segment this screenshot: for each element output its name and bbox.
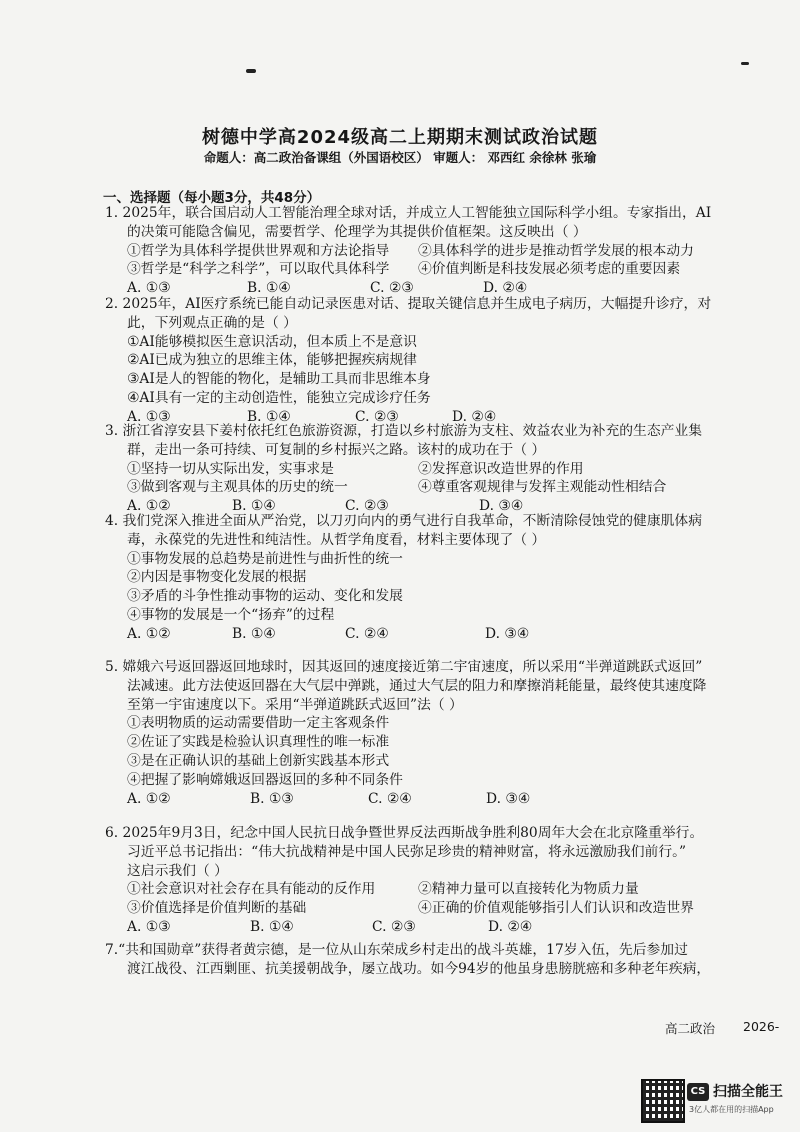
answer-option[interactable]: D. ③④: [486, 790, 531, 807]
question-stem: 5. 嫦娥六号返回器返回地球时，因其返回的速度接近第二宇宙速度，所以采用“半弹道跳跃式返回”: [105, 659, 703, 675]
answer-option[interactable]: B. ①④: [232, 498, 276, 515]
question-stem-line: 习近平总书记指出：“伟大抗战精神是中国人民弥足珍贵的精神财富，将永远激励我们前行。”: [127, 843, 687, 860]
answer-option[interactable]: C. ②④: [345, 625, 389, 642]
statement-item: ④尊重客观规律与发挥主观能动性相结合: [418, 479, 667, 496]
answer-option[interactable]: D. ②④: [452, 408, 497, 425]
question-stem-line: 的决策可能隐含偏见，需要哲学、伦理学为其提供价值框架。这反映出（ ）: [127, 223, 587, 240]
statement-item: ③AI是人的智能的物化，是辅助工具而非思维本身: [127, 371, 431, 388]
answer-option[interactable]: C. ②③: [372, 919, 416, 935]
question-stem: 3. 浙江省淳安县下姜村依托红色旅游资源，打造以乡村旅游为支柱、效益农业为补充的生态产业集: [105, 423, 703, 439]
footer-date: 2026-: [743, 1019, 780, 1034]
answer-option[interactable]: A. ①②: [127, 498, 171, 515]
statement-item: ③做到客观与主观具体的历史的统一: [127, 479, 348, 496]
answer-option[interactable]: B. ①④: [247, 280, 291, 297]
exam-title: 树德中学高2024级高二上期期末测试政治试题: [201, 127, 599, 148]
section-heading: 一、选择题（每小题3分，共48分）: [103, 190, 321, 206]
answer-option[interactable]: B. ①③: [250, 790, 294, 807]
question-stem-line: 这启示我们（ ）: [127, 862, 228, 879]
statement-item: ④把握了影响嫦娥返回器返回的多种不同条件: [127, 771, 403, 788]
question-stem-line: 法减速。此方法使返回器在大气层中弹跳，通过大气层的阻力和摩擦消耗能量，最终使其速度降: [127, 677, 707, 694]
statement-item: ②具体科学的进步是推动哲学发展的根本动力: [418, 242, 694, 259]
statement-item: ③是在正确认识的基础上创新实践基本形式: [127, 753, 390, 769]
answer-option[interactable]: D. ②④: [483, 280, 528, 297]
statement-item: ②发挥意识改造世界的作用: [418, 460, 584, 477]
answer-option[interactable]: D. ②④: [488, 919, 533, 935]
exam-authors: 命题人：高二政治备课组（外国语校区） 审题人： 邓西红 余徐林 张瑜: [203, 150, 597, 165]
statement-item: ①表明物质的运动需要借助一定主客观条件: [127, 715, 390, 732]
question-stem: 7.“共和国勋章”获得者黄宗德，是一位从山东荣成乡村走出的战斗英雄，17岁入伍，先后参加过: [105, 942, 688, 958]
answer-option[interactable]: A. ①③: [127, 408, 171, 425]
statement-item: ③价值选择是价值判断的基础: [127, 900, 307, 917]
question-stem: 6. 2025年9月3日，纪念中国人民抗日战争暨世界反法西斯战争胜利80周年大会在北京隆重举行。: [105, 825, 704, 841]
statement-item: ①AI能够模拟医生意识活动，但本质上不是意识: [127, 333, 417, 350]
answer-option[interactable]: C. ②③: [345, 498, 389, 515]
statement-item: ④正确的价值观能够指引人们认识和改造世界: [418, 900, 694, 917]
statement-item: ①哲学为具体科学提供世界观和方法论指导: [127, 242, 390, 259]
answer-option[interactable]: A. ①③: [127, 919, 171, 935]
statement-item: ③哲学是“科学之科学”，可以取代具体科学: [127, 261, 390, 278]
scanner-app-name: 扫描全能王: [713, 1084, 783, 1100]
question-stem: 2. 2025年，AI医疗系统已能自动记录医患对话、提取关键信息并生成电子病历，大幅提升诊疗，对: [105, 296, 712, 312]
statement-item: ②佐证了实践是检验认识真理性的唯一标准: [127, 734, 390, 751]
answer-option[interactable]: A. ①②: [127, 790, 171, 807]
question-stem-line: 至第一宇宙速度以下。采用“半弹道跳跃式返回”法（ ）: [127, 696, 463, 713]
statement-item: ①事物发展的总趋势是前进性与曲折性的统一: [127, 550, 403, 567]
answer-option[interactable]: B. ①④: [250, 919, 294, 935]
footer-subject: 高二政治: [665, 1021, 716, 1036]
scan-mark: [741, 62, 749, 65]
question-stem: 1. 2025年，联合国启动人工智能治理全球对话，并成立人工智能独立国际科学小组。专家指出，AI: [105, 205, 712, 221]
answer-option[interactable]: A. ①③: [127, 280, 171, 297]
qr-code-icon: [641, 1079, 685, 1123]
answer-option[interactable]: C. ②③: [370, 280, 414, 297]
statement-item: ④AI具有一定的主动创造性，能独立完成诊疗任务: [127, 390, 431, 406]
statement-item: ①坚持一切从实际出发，实事求是: [127, 460, 334, 477]
answer-option[interactable]: C. ②③: [355, 408, 399, 425]
question-stem-line: 群，走出一条可持续、可复制的乡村振兴之路。该村的成功在于（ ）: [127, 441, 546, 458]
statement-item: ②精神力量可以直接转化为物质力量: [418, 881, 639, 898]
answer-option[interactable]: D. ③④: [479, 498, 524, 515]
scanner-app-tagline: 3亿人都在用的扫描App: [689, 1105, 774, 1114]
statement-item: ③矛盾的斗争性推动事物的运动、变化和发展: [127, 588, 403, 605]
answer-option[interactable]: A. ①②: [127, 625, 171, 642]
answer-option[interactable]: B. ①④: [232, 625, 276, 642]
statement-item: ②AI已成为独立的思维主体，能够把握疾病规律: [127, 352, 417, 369]
statement-item: ④价值判断是科技发展必须考虑的重要因素: [418, 261, 681, 278]
question-stem-line: 渡江战役、江西剿匪、抗美援朝战争，屡立战功。如今94岁的他虽身患膀胱癌和多种老年疾病，: [127, 960, 711, 977]
answer-option[interactable]: C. ②④: [368, 790, 412, 807]
camscanner-logo-icon: CS: [687, 1083, 709, 1101]
statement-item: ①社会意识对社会存在具有能动的反作用: [127, 881, 376, 898]
question-stem-line: 毒，永葆党的先进性和纯洁性。从哲学角度看，材料主要体现了（ ）: [127, 531, 546, 548]
statement-item: ②内因是事物变化发展的根据: [127, 569, 307, 586]
statement-item: ④事物的发展是一个“扬弃”的过程: [127, 607, 335, 623]
question-stem: 4. 我们党深入推进全面从严治党，以刀刃向内的勇气进行自我革命，不断清除侵蚀党的健康肌体病: [105, 513, 703, 529]
answer-option[interactable]: B. ①④: [247, 408, 291, 425]
question-stem-line: 此，下列观点正确的是（ ）: [127, 314, 297, 331]
scan-mark: [246, 69, 256, 73]
answer-option[interactable]: D. ③④: [485, 625, 530, 642]
